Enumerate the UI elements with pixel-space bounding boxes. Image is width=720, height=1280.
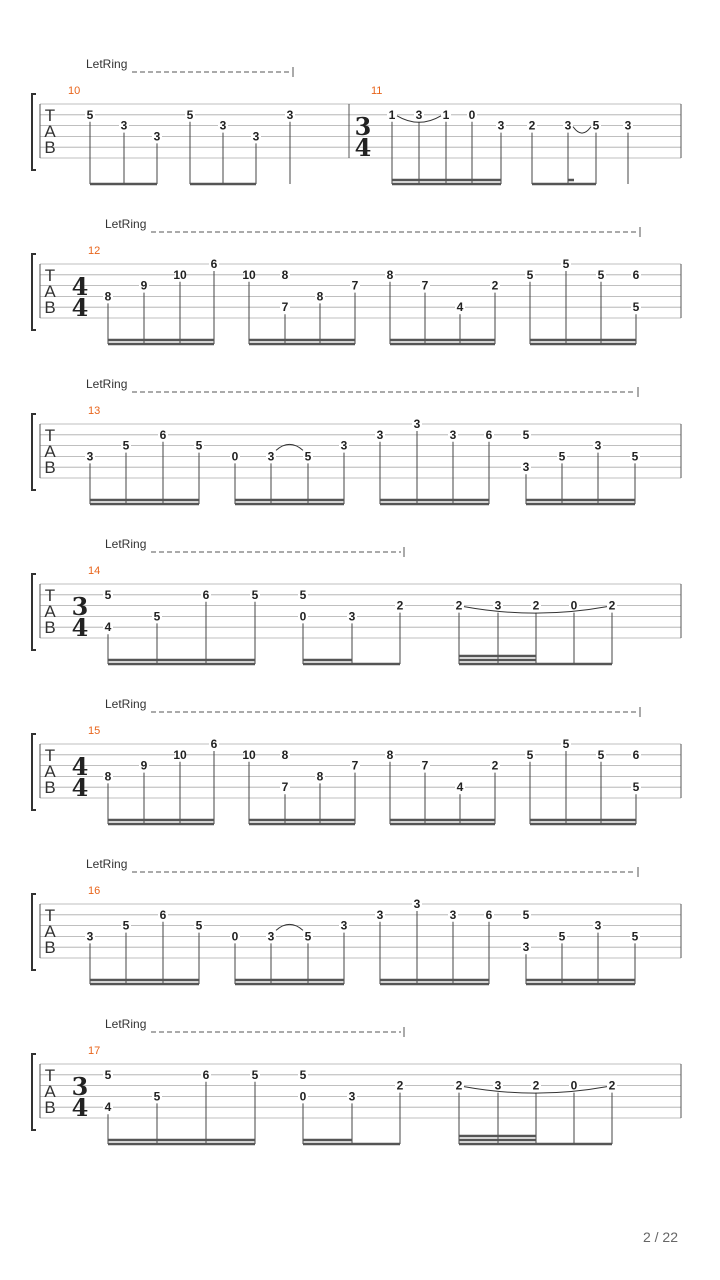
fret-number: 8 — [281, 267, 289, 282]
tab-clef-letter: T — [44, 106, 56, 125]
fret-number: 5 — [299, 587, 307, 602]
fret-number: 2 — [455, 1078, 463, 1093]
tab-clef-letter: B — [44, 458, 56, 477]
fret-number: 3 — [267, 449, 275, 464]
fret-number: 5 — [597, 747, 605, 762]
fret-number: 5 — [299, 1067, 307, 1082]
fret-number: 8 — [316, 769, 324, 784]
measure-number: 17 — [88, 1045, 101, 1057]
tab-clef-letter: T — [44, 906, 56, 925]
fret-number: 0 — [299, 1089, 307, 1104]
fret-number: 0 — [299, 609, 307, 624]
tab-clef-letter: A — [44, 762, 56, 781]
tab-clef-letter: T — [44, 746, 56, 765]
fret-number: 3 — [522, 460, 530, 475]
tab-clef-letter: A — [44, 442, 56, 461]
time-signature-top: 3 — [71, 592, 89, 621]
fret-number: 7 — [281, 780, 289, 795]
fret-number: 8 — [386, 747, 394, 762]
fret-number: 0 — [231, 449, 239, 464]
letring-label: LetRing — [86, 377, 128, 391]
fret-number: 7 — [351, 758, 359, 773]
fret-number: 3 — [494, 1078, 502, 1093]
tab-clef-letter: T — [44, 266, 56, 285]
fret-number: 3 — [348, 609, 356, 624]
fret-number: 5 — [304, 929, 312, 944]
fret-number: 5 — [86, 107, 94, 122]
fret-number: 4 — [104, 620, 112, 635]
fret-number: 3 — [624, 118, 632, 133]
letring-label: LetRing — [105, 217, 147, 231]
measure-number: 10 — [68, 85, 81, 97]
fret-number: 3 — [252, 129, 260, 144]
tab-clef-letter: A — [44, 1082, 56, 1101]
fret-number: 8 — [104, 769, 112, 784]
system-bracket — [32, 574, 36, 650]
system-bracket — [32, 894, 36, 970]
tab-clef-letter: A — [44, 602, 56, 621]
fret-number: 3 — [86, 929, 94, 944]
tab-clef-letter: B — [44, 138, 56, 157]
fret-number: 1 — [442, 107, 450, 122]
system-bracket — [32, 734, 36, 810]
fret-number: 2 — [396, 1078, 404, 1093]
fret-number: 3 — [564, 118, 572, 133]
fret-number: 2 — [608, 1078, 616, 1093]
tab-clef-letter: B — [44, 298, 56, 317]
fret-number: 5 — [186, 107, 194, 122]
system-bracket — [32, 1054, 36, 1130]
fret-number: 5 — [251, 587, 259, 602]
fret-number: 6 — [210, 257, 218, 271]
fret-number: 3 — [348, 1089, 356, 1104]
fret-number: 7 — [281, 300, 289, 315]
measure-number: 12 — [88, 245, 101, 257]
fret-number: 5 — [562, 257, 570, 271]
fret-number: 5 — [122, 438, 130, 453]
letring-label: LetRing — [86, 857, 128, 871]
fret-number: 5 — [122, 918, 130, 933]
fret-number: 5 — [631, 449, 639, 464]
fret-number: 3 — [376, 427, 384, 442]
page-number: 2 / 22 — [642, 1229, 678, 1245]
time-signature-bottom: 4 — [354, 133, 372, 162]
fret-number: 4 — [456, 300, 464, 315]
fret-number: 5 — [195, 438, 203, 453]
fret-number: 2 — [532, 598, 540, 613]
fret-number: 10 — [173, 267, 187, 282]
fret-number: 3 — [413, 897, 421, 911]
fret-number: 3 — [415, 107, 423, 122]
fret-number: 6 — [210, 737, 218, 751]
fret-number: 5 — [526, 747, 534, 762]
fret-number: 8 — [316, 289, 324, 304]
fret-number: 5 — [526, 267, 534, 282]
fret-number: 5 — [522, 907, 530, 922]
measure-number: 13 — [88, 405, 101, 417]
fret-number: 8 — [281, 747, 289, 762]
fret-number: 3 — [376, 907, 384, 922]
fret-number: 3 — [219, 118, 227, 133]
tab-clef-letter: B — [44, 938, 56, 957]
measure-number: 15 — [88, 725, 101, 737]
time-signature-bottom: 4 — [71, 1093, 89, 1122]
fret-number: 0 — [231, 929, 239, 944]
tab-clef-letter: T — [44, 426, 56, 445]
fret-number: 3 — [267, 929, 275, 944]
letring-label: LetRing — [105, 697, 147, 711]
fret-number: 2 — [491, 278, 499, 293]
fret-number: 5 — [153, 1089, 161, 1104]
letring-label: LetRing — [86, 57, 128, 71]
measure-number: 11 — [371, 85, 383, 97]
fret-number: 0 — [468, 107, 476, 122]
fret-number: 3 — [494, 598, 502, 613]
fret-number: 6 — [485, 427, 493, 442]
system-bracket — [32, 414, 36, 490]
tab-clef-letter: T — [44, 586, 56, 605]
fret-number: 3 — [449, 427, 457, 442]
tie-slur — [573, 127, 591, 134]
fret-number: 1 — [388, 107, 396, 122]
system-bracket — [32, 94, 36, 170]
fret-number: 6 — [202, 587, 210, 602]
fret-number: 10 — [242, 267, 256, 282]
time-signature-bottom: 4 — [71, 293, 89, 322]
system-bracket — [32, 254, 36, 330]
fret-number: 2 — [396, 598, 404, 613]
fret-number: 3 — [286, 107, 294, 122]
fret-number: 7 — [421, 278, 429, 293]
fret-number: 5 — [153, 609, 161, 624]
fret-number: 3 — [153, 129, 161, 144]
fret-number: 3 — [413, 417, 421, 431]
fret-number: 3 — [449, 907, 457, 922]
time-signature-top: 3 — [354, 112, 372, 141]
fret-number: 0 — [570, 598, 578, 613]
fret-number: 4 — [456, 780, 464, 795]
fret-number: 9 — [140, 758, 148, 773]
fret-number: 5 — [104, 1067, 112, 1082]
tab-clef-letter: B — [44, 1098, 56, 1117]
fret-number: 3 — [594, 438, 602, 453]
fret-number: 10 — [173, 747, 187, 762]
fret-number: 8 — [386, 267, 394, 282]
fret-number: 8 — [104, 289, 112, 304]
fret-number: 6 — [202, 1067, 210, 1082]
fret-number: 6 — [159, 907, 167, 922]
fret-number: 3 — [340, 918, 348, 933]
time-signature-bottom: 4 — [71, 773, 89, 802]
fret-number: 5 — [592, 118, 600, 133]
fret-number: 5 — [304, 449, 312, 464]
tab-clef-letter: A — [44, 282, 56, 301]
time-signature-top: 4 — [71, 272, 89, 301]
fret-number: 5 — [522, 427, 530, 442]
fret-number: 5 — [251, 1067, 259, 1082]
fret-number: 5 — [631, 929, 639, 944]
fret-number: 3 — [522, 940, 530, 955]
time-signature-top: 4 — [71, 752, 89, 781]
fret-number: 3 — [340, 438, 348, 453]
measure-number: 16 — [88, 885, 101, 897]
fret-number: 6 — [632, 267, 640, 282]
tab-clef-letter: A — [44, 122, 56, 141]
tab-clef-letter: A — [44, 922, 56, 941]
fret-number: 3 — [120, 118, 128, 133]
fret-number: 3 — [497, 118, 505, 133]
fret-number: 2 — [455, 598, 463, 613]
fret-number: 3 — [594, 918, 602, 933]
measure-number: 14 — [88, 565, 101, 577]
time-signature-top: 3 — [71, 1072, 89, 1101]
fret-number: 5 — [632, 780, 640, 795]
fret-number: 5 — [558, 929, 566, 944]
fret-number: 2 — [491, 758, 499, 773]
fret-number: 3 — [86, 449, 94, 464]
fret-number: 5 — [104, 587, 112, 602]
fret-number: 5 — [195, 918, 203, 933]
fret-number: 2 — [532, 1078, 540, 1093]
fret-number: 7 — [351, 278, 359, 293]
tab-clef-letter: T — [44, 1066, 56, 1085]
fret-number: 2 — [608, 598, 616, 613]
fret-number: 7 — [421, 758, 429, 773]
fret-number: 2 — [528, 118, 536, 133]
fret-number: 5 — [597, 267, 605, 282]
fret-number: 9 — [140, 278, 148, 293]
letring-label: LetRing — [105, 537, 147, 551]
fret-number: 5 — [558, 449, 566, 464]
time-signature-bottom: 4 — [71, 613, 89, 642]
fret-number: 4 — [104, 1100, 112, 1115]
tab-clef-letter: B — [44, 618, 56, 637]
fret-number: 6 — [485, 907, 493, 922]
fret-number: 5 — [632, 300, 640, 315]
fret-number: 6 — [159, 427, 167, 442]
tab-clef-letter: B — [44, 778, 56, 797]
fret-number: 5 — [562, 737, 570, 751]
fret-number: 10 — [242, 747, 256, 762]
fret-number: 6 — [632, 747, 640, 762]
fret-number: 0 — [570, 1078, 578, 1093]
letring-label: LetRing — [105, 1017, 147, 1031]
